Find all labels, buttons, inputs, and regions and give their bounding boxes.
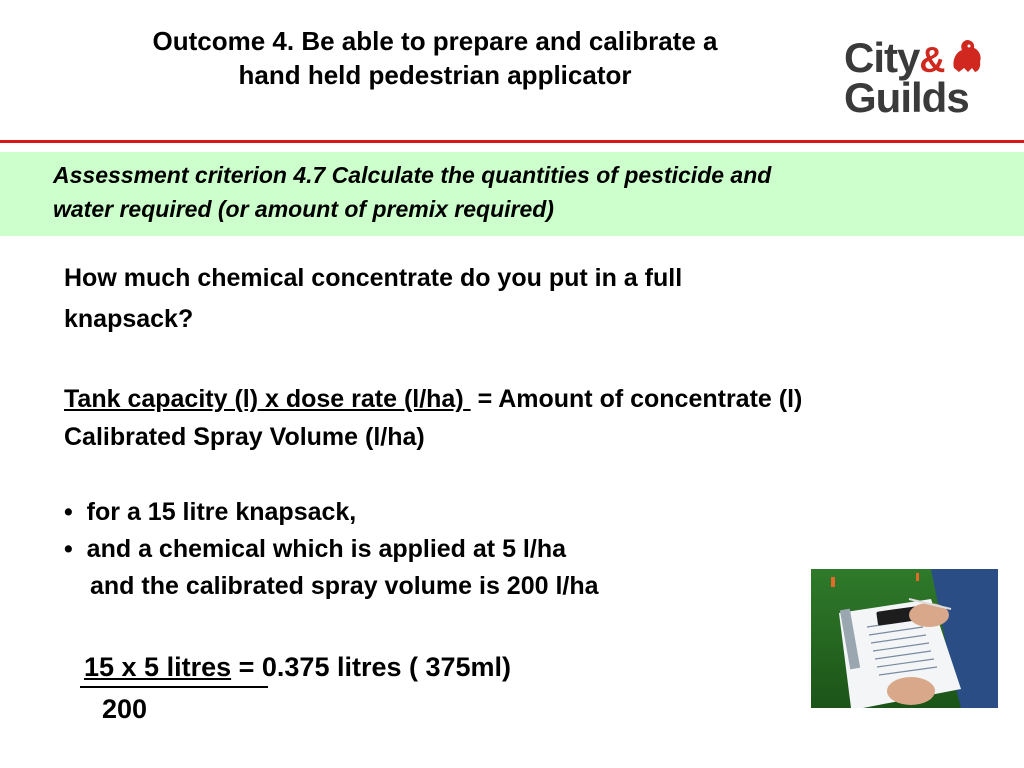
example-calculation: [84, 648, 511, 686]
formula-denominator: Calibrated Spray Volume (l/ha): [64, 423, 425, 451]
header-divider: [0, 140, 1024, 143]
clipboard-photo: [811, 569, 998, 708]
bullet-item: [64, 493, 356, 531]
formula-numerator: Tank capacity (l) x dose rate (l/ha): [64, 385, 464, 413]
logo-guilds-text: Guilds: [844, 74, 969, 121]
criterion-line-1: Assessment criterion 4.7 Calculate the quantities of pesticide and: [53, 162, 772, 188]
fraction-bar: [80, 686, 268, 688]
city-and-guilds-logo: [844, 34, 984, 124]
title-line-2: hand held pedestrian applicator: [238, 60, 632, 90]
logo-city-text: City: [844, 34, 920, 81]
logo-ampersand: &: [919, 39, 945, 80]
slide-title: [40, 24, 830, 92]
example-result: = 0.375 litres ( 375ml): [238, 652, 512, 682]
assessment-criterion-banner: [0, 152, 1024, 236]
title-line-1: Outcome 4. Be able to prepare and calibrate a: [152, 26, 718, 56]
question-line-1: How much chemical concentrate do you put in a full: [64, 264, 683, 292]
example-numerator: 15 x 5 litres: [84, 652, 232, 682]
formula-line: [64, 380, 802, 418]
bullet-icon: •: [64, 498, 73, 526]
bullet-continuation: and the calibrated spray volume is 200 l/ha: [90, 572, 599, 600]
question-line-2: knapsack?: [64, 305, 194, 333]
example-denominator: 200: [102, 694, 148, 724]
bullet-text: for a 15 litre knapsack,: [86, 498, 357, 526]
formula-result: = Amount of concentrate (l): [477, 385, 803, 413]
lion-icon: [950, 38, 984, 76]
bullet-item: [64, 530, 566, 568]
bullet-icon: •: [64, 535, 73, 563]
bullet-text: and a chemical which is applied at 5 l/ha: [86, 535, 566, 563]
clipboard-photo-illustration: [811, 569, 998, 708]
criterion-line-2: water required (or amount of premix required): [53, 196, 554, 222]
